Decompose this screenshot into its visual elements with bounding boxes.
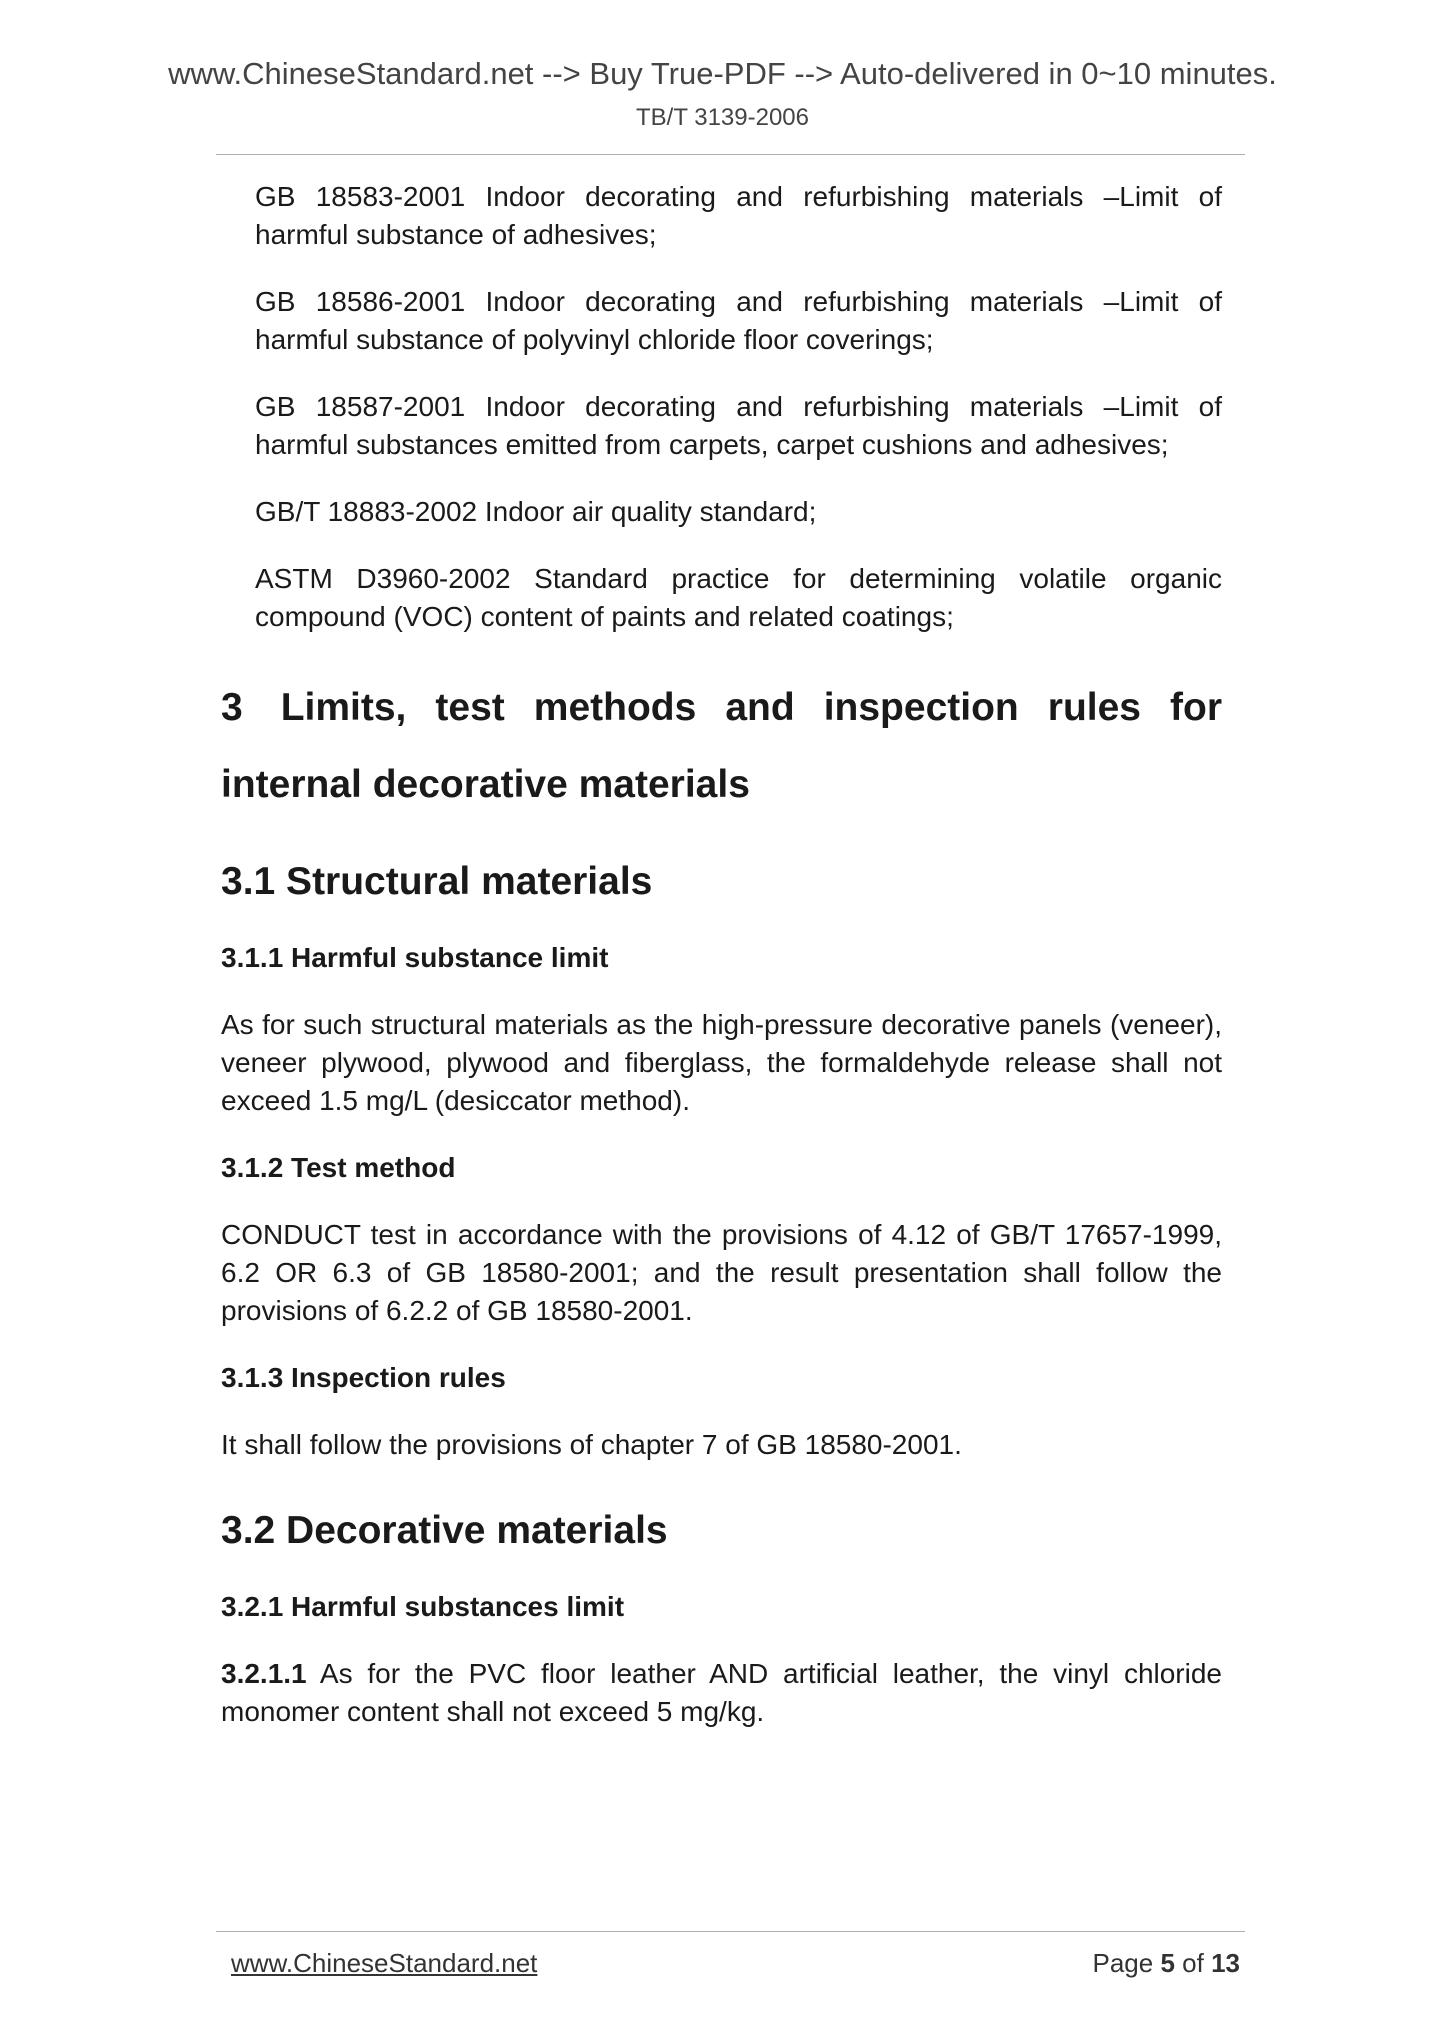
clause-3-2-1-1-text: As for the PVC floor leather AND artificial leather, the vinyl chloride monomer content shall not exceed 5 mg/kg. <box>221 1658 1222 1727</box>
section-3-1-3-text: It shall follow the provisions of chapter 7 of GB 18580-2001. <box>221 1429 962 1460</box>
section-3-1-1-heading: 3.1.1 Harmful substance limit <box>221 942 609 973</box>
section-3-1-1-text: As for such structural materials as the high-pressure decorative panels (veneer), veneer plywood, plywood and fiberglass, the formaldehyde release shall not exceed 1.5 mg/L (desiccator method). <box>221 1009 1222 1116</box>
section-3-title: Limits, test methods and inspection rules for internal decorative materials <box>221 686 1222 806</box>
section-3-1-3-heading: 3.1.3 Inspection rules <box>221 1362 506 1393</box>
page-content <box>221 178 1222 1731</box>
section-3-1-2-heading: 3.1.2 Test method <box>221 1152 456 1183</box>
reference-gbt18883: GB/T 18883-2002 Indoor air quality standard; <box>255 496 817 527</box>
clause-3-2-1-1 <box>221 1655 1222 1731</box>
section-3-2-1-heading: 3.2.1 Harmful substances limit <box>221 1591 625 1622</box>
page-indicator <box>1092 1948 1240 1979</box>
header-divider <box>216 154 1245 155</box>
document-id: TB/T 3139-2006 <box>635 104 809 131</box>
section-3-1-2-text: CONDUCT test in accordance with the provisions of 4.12 of GB/T 17657-1999, 6.2 OR 6.3 of GB 18580-2001; and the result presentation shall follow the provisions of 6.2.2 of GB 18580-2001. <box>221 1219 1222 1326</box>
section-3-2-heading: 3.2 Decorative materials <box>221 1509 668 1552</box>
section-3-heading <box>221 669 1222 823</box>
page-label: Page <box>1092 1948 1154 1978</box>
page-total: 13 <box>1211 1948 1240 1978</box>
page-current: 5 <box>1160 1948 1175 1978</box>
footer-website-link[interactable]: www.ChineseStandard.net <box>231 1948 538 1978</box>
section-3-number: 3 <box>221 686 243 729</box>
section-3-1-heading: 3.1 Structural materials <box>221 860 653 903</box>
reference-gb18583: GB 18583-2001 Indoor decorating and refurbishing materials –Limit of harmful substance of adhesives; <box>255 181 1222 250</box>
reference-gb18587: GB 18587-2001 Indoor decorating and refurbishing materials –Limit of harmful substances emitted from carpets, carpet cushions and adhesives; <box>255 391 1222 460</box>
header-banner: www.ChineseStandard.net --> Buy True-PDF --> Auto-delivered in 0~10 minutes. <box>168 56 1277 91</box>
clause-3-2-1-1-number: 3.2.1.1 <box>221 1658 307 1689</box>
page-of: of <box>1182 1948 1204 1978</box>
reference-astm-d3960: ASTM D3960-2002 Standard practice for determining volatile organic compound (VOC) content of paints and related coatings; <box>255 563 1222 632</box>
reference-gb18586: GB 18586-2001 Indoor decorating and refurbishing materials –Limit of harmful substance of polyvinyl chloride floor coverings; <box>255 286 1222 355</box>
footer-divider <box>216 1931 1245 1932</box>
